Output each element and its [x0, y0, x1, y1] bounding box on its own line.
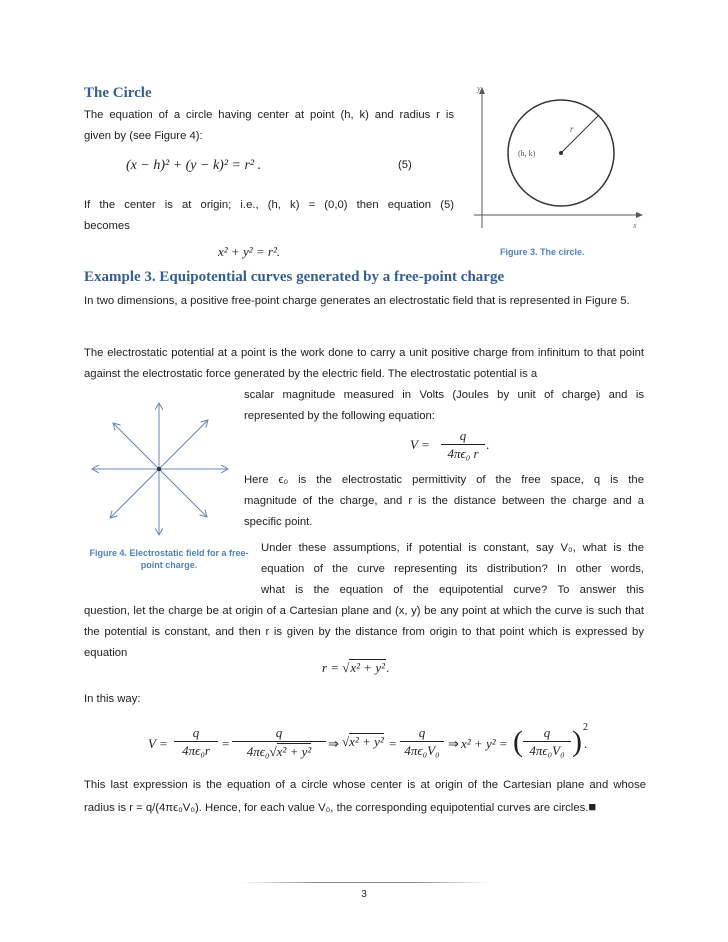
example3-paragraph-3	[244, 470, 644, 533]
conclusion-line2-wrap	[84, 796, 646, 819]
example3-p4-wrap-line3: what is the equation of the equipotential curve? To answer this	[261, 584, 644, 596]
chain-frac1-num: q	[174, 725, 218, 742]
equation-origin-circle: x² + y² = r².	[218, 244, 281, 259]
equation-chain	[148, 722, 598, 772]
chain-eq: =	[222, 736, 230, 751]
figure3-center-point	[559, 151, 563, 155]
field-line-down-right	[159, 469, 207, 517]
chain-frac1-den: 4πϵ₀r	[182, 743, 210, 758]
chain-sqrt	[342, 734, 384, 750]
chain-eq-2: =	[389, 736, 397, 751]
page-number: 3	[361, 889, 367, 900]
equation-5: (x − h)² + (y − k)² = r² .	[126, 158, 262, 173]
example3-paragraph-2-wrap	[244, 385, 644, 427]
example3-paragraph-2: The electrostatic potential at a point is the work done to carry a unit positive charge from infinitum to that point against the electrostatic force generated by the electric field. The electrostatic potential is a	[84, 347, 644, 380]
equation-r	[322, 660, 389, 676]
figure3-center-label: (h, k)	[518, 149, 536, 158]
figure4-caption-line2: point charge.	[140, 560, 198, 570]
figure3-x-label: x	[633, 221, 637, 230]
chain-V: V =	[148, 736, 168, 751]
eqV-numerator: q	[441, 428, 485, 445]
circle-p1-line1: The equation of a circle having center at point (h, k) and radius r is	[84, 109, 454, 121]
chain-frac3-den: 4πϵ₀V₀	[404, 743, 440, 758]
right-paren-icon: )	[572, 725, 582, 758]
eqr-lhs: r =	[322, 660, 340, 675]
conclusion-line2: radius is r = q/(4πϵ₀V₀). Hence, for each value V₀, the corresponding equipotential curves are circles.	[84, 802, 589, 814]
field-line-up-right	[159, 420, 208, 469]
chain-frac3-num: q	[400, 725, 444, 742]
sqrt-icon: √	[342, 660, 350, 675]
chain-sum: x² + y² =	[461, 736, 508, 751]
circle-paragraph-1	[84, 105, 454, 147]
chain-frac4-num: q	[523, 725, 571, 742]
chain-frac4-den: 4πϵ₀V₀	[529, 743, 565, 758]
chain-end: .	[584, 736, 588, 751]
eqV-fraction	[441, 428, 485, 463]
conclusion-line1: This last expression is the equation of a circle whose center is at origin of the Cartesian plane and whose	[84, 779, 646, 791]
example3-p2-wrap-line2: represented by the following equation:	[244, 410, 435, 422]
example-3-heading: Example 3. Equipotential curves generated by a free-point charge	[84, 269, 505, 285]
footer-rule	[240, 882, 490, 883]
example3-p3-line1: Here ϵ₀ is the electrostatic permittivity of the free space, q is the	[244, 474, 644, 486]
figure4-charge-point	[157, 467, 161, 471]
figure-3-caption: Figure 3. The circle.	[500, 247, 585, 257]
implies-icon: ⇒	[328, 736, 339, 751]
in-this-way: In this way:	[84, 693, 141, 705]
circle-p2-line1: If the center is at origin; i.e., (h, k) = (0,0) then equation (5)	[84, 199, 454, 211]
eqr-radicand: x² + y²	[350, 660, 385, 675]
example3-paragraph-1: In two dimensions, a positive free-point charge generates an electrostatic field that is represented in Figure 5.	[84, 295, 630, 307]
chain-frac2-den-rad: x² + y²	[276, 744, 312, 759]
eqV-lhs: V =	[410, 437, 430, 452]
eqr-end: .	[385, 660, 390, 675]
example3-paragraph-4-wrap	[261, 538, 644, 601]
implies-icon: ⇒	[448, 736, 459, 751]
conclusion-paragraph	[84, 775, 646, 819]
figure3-radius-line	[561, 116, 598, 153]
chain-frac4	[523, 725, 571, 760]
example3-p4-wrap-line1: Under these assumptions, if potential is constant, say V₀, what is the	[261, 542, 644, 554]
figure3-r-label: r	[570, 124, 574, 134]
field-line-up-left	[113, 423, 159, 469]
chain-frac3	[400, 725, 444, 760]
equation-5-number: (5)	[398, 159, 412, 171]
example3-paragraph-4: question, let the charge be at origin of a Cartesian plane and (x, y) be any point at which the curve is such that the potential is constant, and then r is given by the distance from origin to that point which is expressed by equation	[84, 605, 644, 659]
circle-p1-line2: given by (see Figure 4):	[84, 130, 203, 142]
figure-3-circle-diagram	[462, 80, 652, 238]
chain-frac2	[232, 725, 326, 763]
left-paren-icon: (	[513, 725, 523, 758]
example3-p2-wrap-line1: scalar magnitude measured in Volts (Joules by unit of charge) and is	[244, 389, 644, 401]
chain-frac1	[174, 725, 218, 760]
figure-4-caption	[84, 547, 254, 571]
example3-p3-line2: magnitude of the charge, and r is the distance between the charge and a	[244, 495, 644, 507]
circle-p2-line2: becomes	[84, 220, 130, 232]
eqV-denominator: 4πϵ₀ r	[447, 446, 479, 461]
chain-frac2-den-pre: 4πϵ₀	[246, 744, 270, 759]
figure4-caption-line1: Figure 4. Electrostatic field for a free-	[89, 548, 249, 558]
figure3-y-label: y	[477, 84, 481, 93]
chain-square: 2	[583, 722, 588, 733]
section-heading-circle: The Circle	[84, 85, 152, 101]
figure3-x-arrow-icon	[636, 212, 643, 218]
example3-p3-line3: specific point.	[244, 516, 313, 528]
example3-p4-wrap-line2: equation of the curve representing its distribution? In other words,	[261, 563, 644, 575]
circle-paragraph-2	[84, 195, 454, 237]
qed-square-icon: ■	[588, 799, 597, 814]
sqrt-icon: √	[269, 744, 277, 759]
sqrt-icon: √	[342, 734, 350, 749]
chain-frac2-num: q	[232, 725, 326, 742]
field-line-down-left	[110, 469, 159, 518]
eqV-end: .	[486, 437, 490, 452]
chain-sqrt-rad: x² + y²	[349, 734, 384, 749]
chain-frac2-den	[232, 742, 326, 763]
figure-4-field-diagram	[88, 395, 238, 545]
